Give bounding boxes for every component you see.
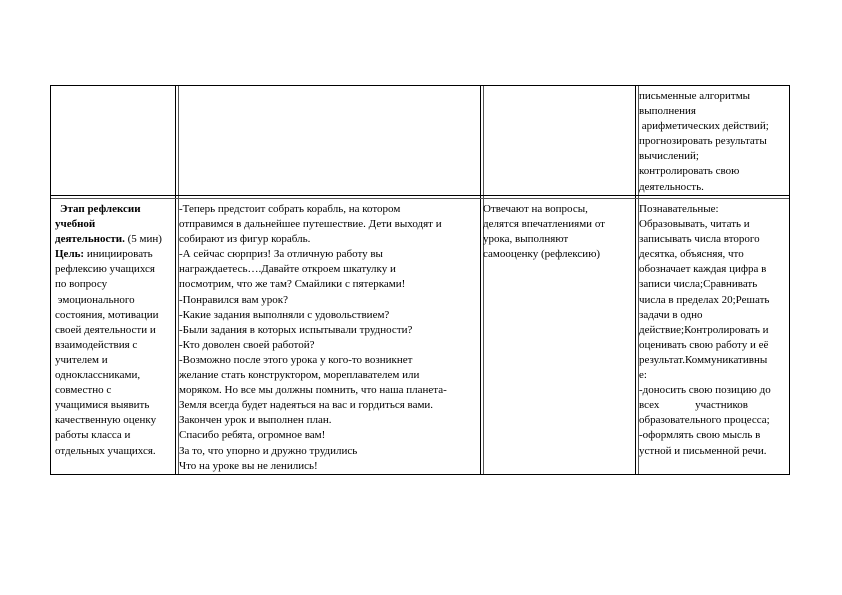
- goal-text: [55, 262, 162, 458]
- goal-text-line: отдельных учащихся.: [55, 444, 156, 457]
- text-line: вычислений;: [639, 150, 699, 163]
- goal-text-line: совместно с: [55, 384, 112, 397]
- uud-text-line: -оформлять свою мысль в: [639, 429, 761, 442]
- student-text-line: урока, выполняют: [483, 233, 569, 246]
- goal-text-line: качественную оценку: [55, 414, 157, 427]
- goal-text-line: взаимодействия с: [55, 338, 138, 351]
- teacher-text-line: Спасибо ребята, огромное вам!: [179, 429, 326, 442]
- stage-duration: (5 мин): [124, 233, 162, 246]
- uud-cell: [639, 202, 771, 459]
- teacher-text-line: желание стать конструктором, мореплавателем или: [179, 369, 420, 382]
- uud-text-line: оценивать свою работу и её: [639, 338, 769, 351]
- row-divider: [51, 195, 789, 196]
- goal-text-line: одноклассниками,: [55, 369, 141, 382]
- teacher-text-line: награждаетесь….Давайте откроем шкатулку и: [179, 263, 396, 276]
- uud-text-line: задачи в одно: [639, 308, 703, 321]
- teacher-text-line: Земля всегда будет надеяться на вас и гордиться вами.: [179, 399, 434, 412]
- stage-title: учебной: [55, 218, 96, 231]
- text-line: контролировать свою: [639, 165, 740, 178]
- uud-text-line: результат.Коммуникативны: [639, 353, 768, 366]
- uud-text-line: записи числа;Сравнивать: [639, 278, 758, 291]
- uud-text-line: -доносить свою позицию до: [639, 384, 771, 397]
- text-line: деятельность.: [639, 180, 704, 193]
- student-activity-cell: [483, 202, 605, 262]
- goal-text-line: учащимися выявить: [55, 399, 150, 412]
- teacher-text-line: отправимся в дальнейшее путешествие. Дети выходят и: [179, 218, 442, 231]
- stage-cell: [55, 202, 162, 459]
- student-text-line: Отвечают на вопросы,: [483, 203, 588, 215]
- text-line: арифметических действий;: [639, 120, 769, 133]
- stage-title: Этап рефлексии: [60, 203, 141, 215]
- goal-text-line: рефлексию учащихся: [55, 263, 155, 276]
- goal-text-line: учителем и: [55, 353, 108, 366]
- teacher-activity-cell: [179, 202, 447, 474]
- teacher-text-line: -Понравился вам урок?: [179, 293, 289, 306]
- teacher-text-line: -Были задания в которых испытывали трудности?: [179, 323, 413, 336]
- uud-text-line: е:: [639, 369, 647, 382]
- goal-text-line: эмоционального: [55, 293, 135, 306]
- teacher-text-line: -Кто доволен своей работой?: [179, 338, 315, 351]
- uud-text-line: обозначает каждая цифра в: [639, 263, 767, 276]
- teacher-text-line: За то, что упорно и дружно трудились: [179, 444, 358, 457]
- teacher-text-line: моряком. Но все мы должны помнить, что наша планета-: [179, 384, 447, 397]
- student-text-line: самооценку (рефлексию): [483, 248, 601, 261]
- text-line: выполнения: [639, 105, 696, 118]
- uud-text-line: десятка, объясняя, что: [639, 248, 744, 261]
- uud-text-line: всех участников: [639, 399, 748, 412]
- uud-text-line: Образовывать, читать и: [639, 218, 750, 231]
- goal-text-line: работы класса и: [55, 429, 131, 442]
- uud-text-line: устной и письменной речи.: [639, 444, 767, 457]
- column-divider: [483, 86, 484, 474]
- stage-title: деятельности.: [55, 233, 125, 246]
- teacher-text-line: посмотрим, что же там? Смайлики с пятерками!: [179, 278, 406, 291]
- uud-text-line: действие;Контролировать и: [639, 323, 769, 336]
- uud-text-line: записывать числа второго: [639, 233, 760, 246]
- uud-text-line: Познавательные:: [639, 203, 719, 215]
- text-line: письменные алгоритмы: [639, 90, 751, 102]
- uud-text-line: числа в пределах 20;Решать: [639, 293, 770, 306]
- row-divider: [51, 198, 789, 199]
- teacher-text-line: Что на уроке вы не ленились!: [179, 459, 318, 472]
- goal-text-line: состояния, мотивации: [55, 308, 159, 321]
- teacher-text-line: -Возможно после этого урока у кого-то возникнет: [179, 353, 413, 366]
- goal-text: инициировать: [84, 248, 153, 261]
- skills-continued-cell: [639, 89, 769, 195]
- column-divider: [480, 86, 481, 474]
- goal-text-line: по вопросу: [55, 278, 108, 291]
- teacher-text-line: -Теперь предстоит собрать корабль, на котором: [179, 203, 401, 215]
- student-text-line: делятся впечатлениями от: [483, 218, 605, 231]
- uud-text-line: образовательного процесса;: [639, 414, 770, 427]
- teacher-text-line: Закончен урок и выполнен план.: [179, 414, 332, 427]
- column-divider: [635, 86, 636, 474]
- lesson-table: [50, 85, 790, 475]
- text-line: прогнозировать результаты: [639, 135, 767, 148]
- teacher-text-line: -Какие задания выполняли с удовольствием?: [179, 308, 390, 321]
- teacher-text-line: -А сейчас сюрприз! За отличную работу вы: [179, 248, 383, 261]
- column-divider: [175, 86, 176, 474]
- goal-text-line: своей деятельности и: [55, 323, 156, 336]
- goal-label: Цель:: [55, 248, 85, 261]
- teacher-text-line: собирают из фигур корабль.: [179, 233, 311, 246]
